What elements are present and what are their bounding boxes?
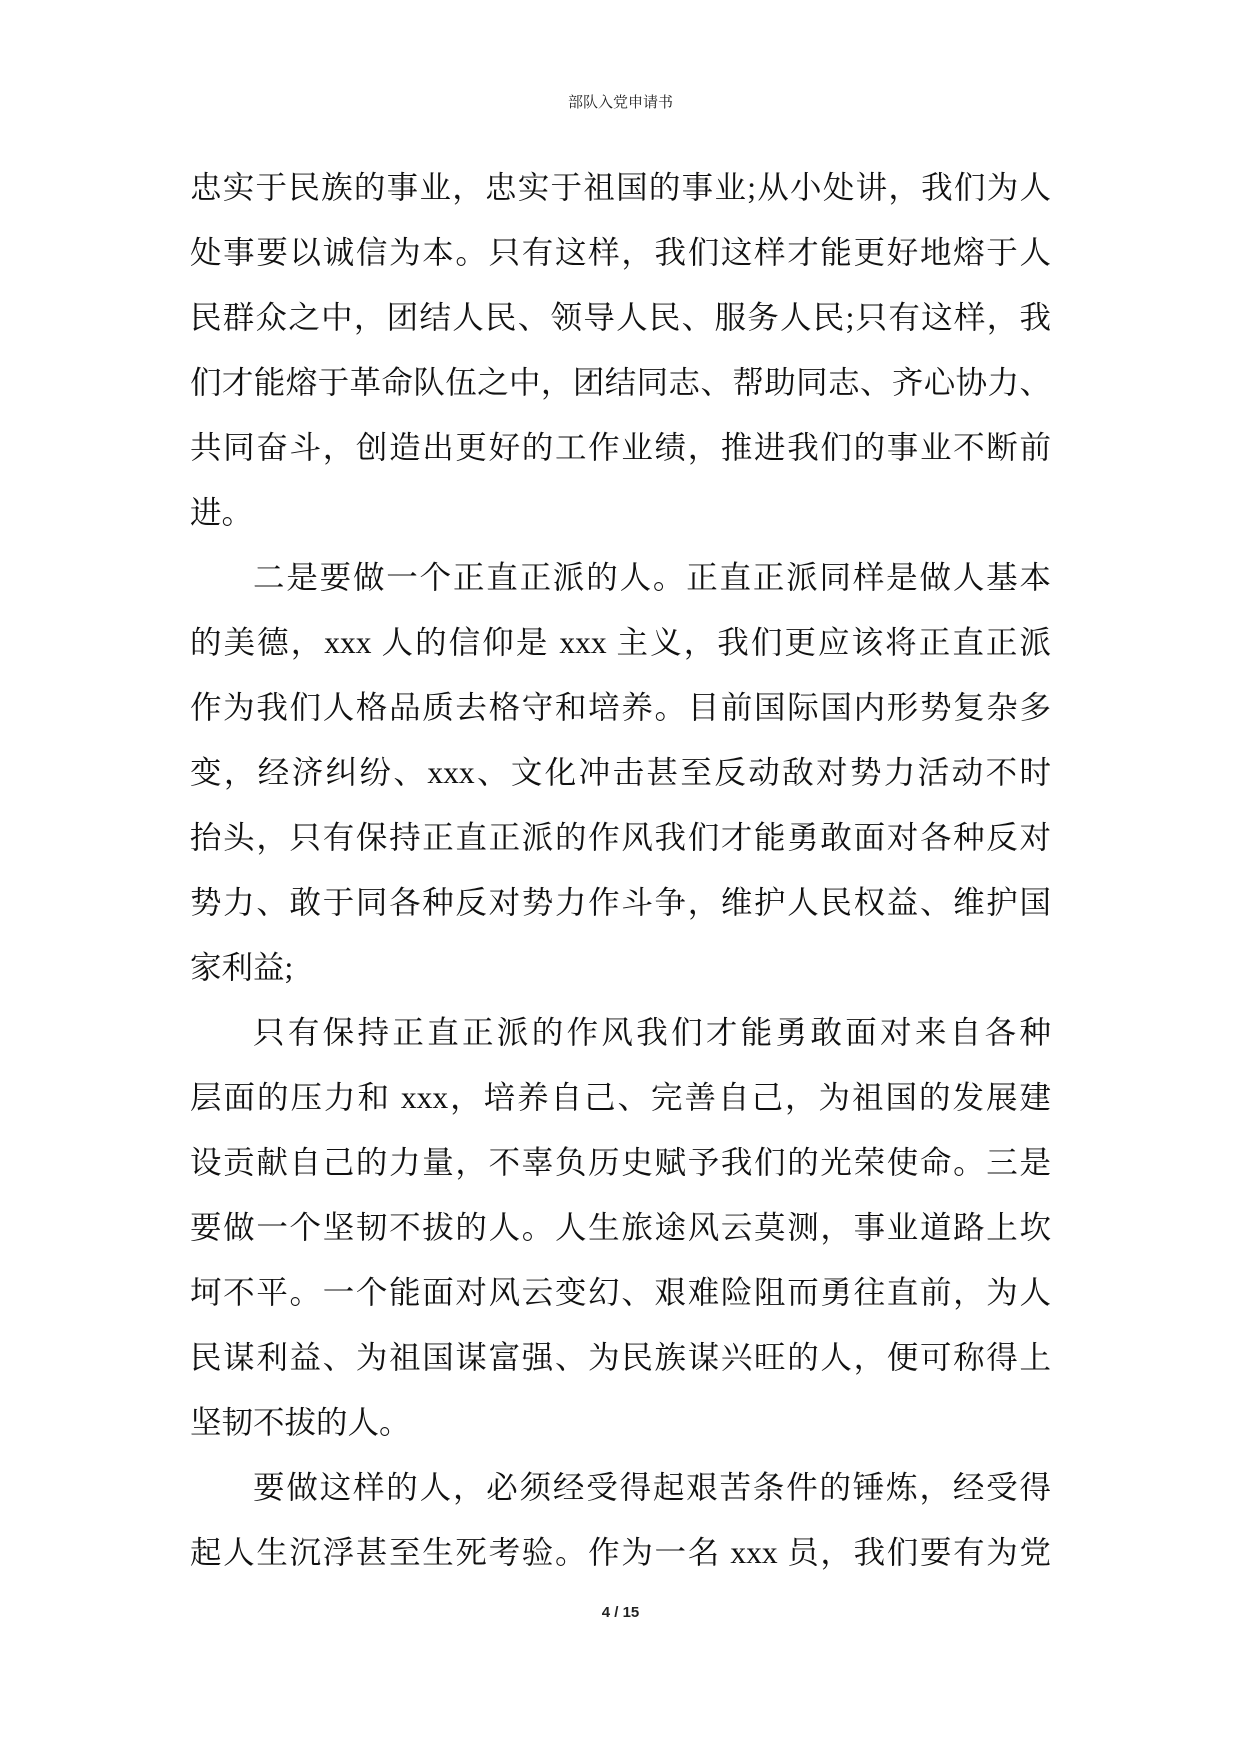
text-line: 起人生沉浮甚至生死考验。作为一名 xxx 员，我们要有为党	[190, 1535, 1051, 1570]
text-line: 忠实于民族的事业，忠实于祖国的事业;从小处讲，我们为人	[190, 170, 1051, 205]
page-number: 4 / 15	[601, 1604, 640, 1621]
text-line: 变，经济纠纷、xxx、文化冲击甚至反动敌对势力活动不时	[190, 755, 1051, 790]
text-line: 要做一个坚韧不拔的人。人生旅途风云莫测，事业道路上坎	[190, 1210, 1051, 1245]
text-line: 民群众之中，团结人民、领导人民、服务人民;只有这样，我	[190, 300, 1051, 335]
text-line: 要做这样的人，必须经受得起艰苦条件的锤炼，经受得	[253, 1470, 1051, 1505]
paragraph	[190, 1455, 1051, 1585]
text-line: 二是要做一个正直正派的人。正直正派同样是做人基本	[253, 560, 1051, 595]
text-line: 抬头，只有保持正直正派的作风我们才能勇敢面对各种反对	[190, 820, 1051, 855]
text-line: 民谋利益、为祖国谋富强、为民族谋兴旺的人，便可称得上	[190, 1340, 1051, 1375]
paragraph	[190, 545, 1051, 1000]
page-header-title: 部队入党申请书	[567, 94, 673, 111]
paragraph	[190, 155, 1051, 545]
document-body	[190, 155, 1051, 1585]
text-line: 设贡献自己的力量，不辜负历史赋予我们的光荣使命。三是	[190, 1145, 1051, 1180]
text-line: 进。	[190, 495, 254, 530]
text-line: 坚韧不拔的人。	[190, 1405, 411, 1440]
text-line: 作为我们人格品质去格守和培养。目前国际国内形势复杂多	[190, 690, 1051, 725]
text-line: 势力、敢于同各种反对势力作斗争，维护人民权益、维护国	[190, 885, 1051, 920]
text-line: 只有保持正直正派的作风我们才能勇敢面对来自各种	[253, 1015, 1051, 1050]
text-line: 们才能熔于革命队伍之中，团结同志、帮助同志、齐心协力、	[190, 365, 1051, 400]
text-line: 家利益;	[190, 950, 294, 985]
text-line: 坷不平。一个能面对风云变幻、艰难险阻而勇往直前，为人	[190, 1275, 1051, 1310]
paragraph	[190, 1000, 1051, 1455]
text-line: 层面的压力和 xxx，培养自己、完善自己，为祖国的发展建	[190, 1080, 1051, 1115]
text-line: 处事要以诚信为本。只有这样，我们这样才能更好地熔于人	[190, 235, 1051, 270]
text-line: 共同奋斗，创造出更好的工作业绩，推进我们的事业不断前	[190, 430, 1051, 465]
text-line: 的美德，xxx 人的信仰是 xxx 主义，我们更应该将正直正派	[190, 625, 1051, 660]
